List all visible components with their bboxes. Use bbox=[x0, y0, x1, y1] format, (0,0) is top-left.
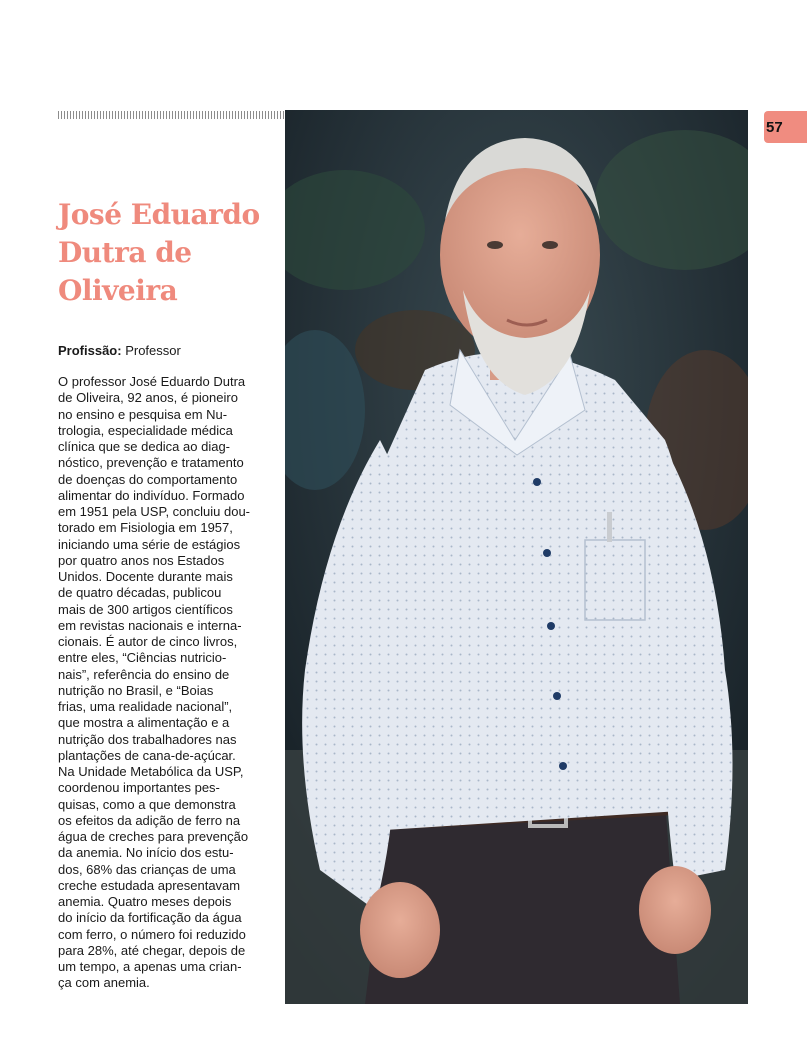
dotted-rule bbox=[58, 111, 284, 119]
bio-line: com ferro, o número foi reduzido bbox=[58, 926, 246, 942]
bio-line: cionais. É autor de cinco livros, bbox=[58, 634, 238, 649]
profession-label: Profissão: bbox=[58, 343, 122, 358]
person-name-heading bbox=[58, 196, 273, 310]
bio-line: trologia, especialidade médica bbox=[58, 422, 233, 438]
bio-line: no ensino e pesquisa em Nu- bbox=[58, 406, 228, 422]
bio-line: clínica que se dedica ao diag- bbox=[58, 439, 231, 454]
portrait-photo bbox=[285, 110, 748, 1004]
bio-line: ça com anemia. bbox=[58, 975, 150, 991]
bio-line: quisas, como a que demonstra bbox=[58, 796, 236, 812]
bio-line: anemia. Quatro meses depois bbox=[58, 894, 232, 909]
name-line: Oliveira bbox=[58, 274, 178, 307]
bio-line: dos, 68% das crianças de uma bbox=[58, 861, 236, 877]
bio-line: em revistas nacionais e interna- bbox=[58, 617, 242, 633]
profession-value: Professor bbox=[125, 343, 181, 358]
bio-line: entre eles, “Ciências nutricio- bbox=[58, 650, 227, 666]
bio-line: creche estudada apresentavam bbox=[58, 877, 241, 893]
bio-line: mais de 300 artigos científicos bbox=[58, 601, 233, 617]
bio-line: um tempo, a apenas uma crian- bbox=[58, 959, 242, 974]
bio-line: O professor José Eduardo Dutra bbox=[58, 374, 246, 389]
bio-line: por quatro anos nos Estados bbox=[58, 552, 225, 568]
bio-line: para 28%, até chegar, depois de bbox=[58, 942, 246, 958]
bio-line: nais”, referência do ensino de bbox=[58, 666, 230, 682]
bio-line: nóstico, prevenção e tratamento bbox=[58, 455, 244, 471]
bio-line: plantações de cana-de-açúcar. bbox=[58, 747, 236, 763]
bio-line: da anemia. No início dos estu- bbox=[58, 845, 234, 861]
bio-line: iniciando uma série de estágios bbox=[58, 536, 241, 552]
bio-line: os efeitos da adição de ferro na bbox=[58, 812, 241, 828]
profession-line bbox=[58, 342, 181, 359]
bio-line: nutrição no Brasil, e “Boias bbox=[58, 682, 214, 698]
bio-line: do início da fortificação da água bbox=[58, 910, 242, 926]
bio-line: torado em Fisiologia em 1957, bbox=[58, 520, 233, 536]
bio-line: de quatro décadas, publicou bbox=[58, 585, 222, 601]
bio-line: que mostra a alimentação e a bbox=[58, 715, 230, 731]
name-line: Dutra de bbox=[58, 236, 192, 269]
bio-line: alimentar do indivíduo. Formado bbox=[58, 487, 245, 503]
bio-line: em 1951 pela USP, concluiu dou- bbox=[58, 504, 250, 519]
page-number: 57 bbox=[766, 119, 783, 136]
name-line: José Eduardo bbox=[58, 198, 260, 231]
bio-line: de doenças do comportamento bbox=[58, 471, 238, 487]
biography-text bbox=[58, 374, 258, 992]
bio-line: frias, uma realidade nacional”, bbox=[58, 699, 233, 714]
bio-line: coordenou importantes pes- bbox=[58, 780, 220, 796]
bio-line: Na Unidade Metabólica da USP, bbox=[58, 764, 244, 779]
bio-line: água de creches para prevenção bbox=[58, 829, 249, 844]
bio-line: de Oliveira, 92 anos, é pioneiro bbox=[58, 390, 238, 406]
bio-line: nutrição dos trabalhadores nas bbox=[58, 731, 237, 747]
bio-line: Unidos. Docente durante mais bbox=[58, 569, 233, 584]
